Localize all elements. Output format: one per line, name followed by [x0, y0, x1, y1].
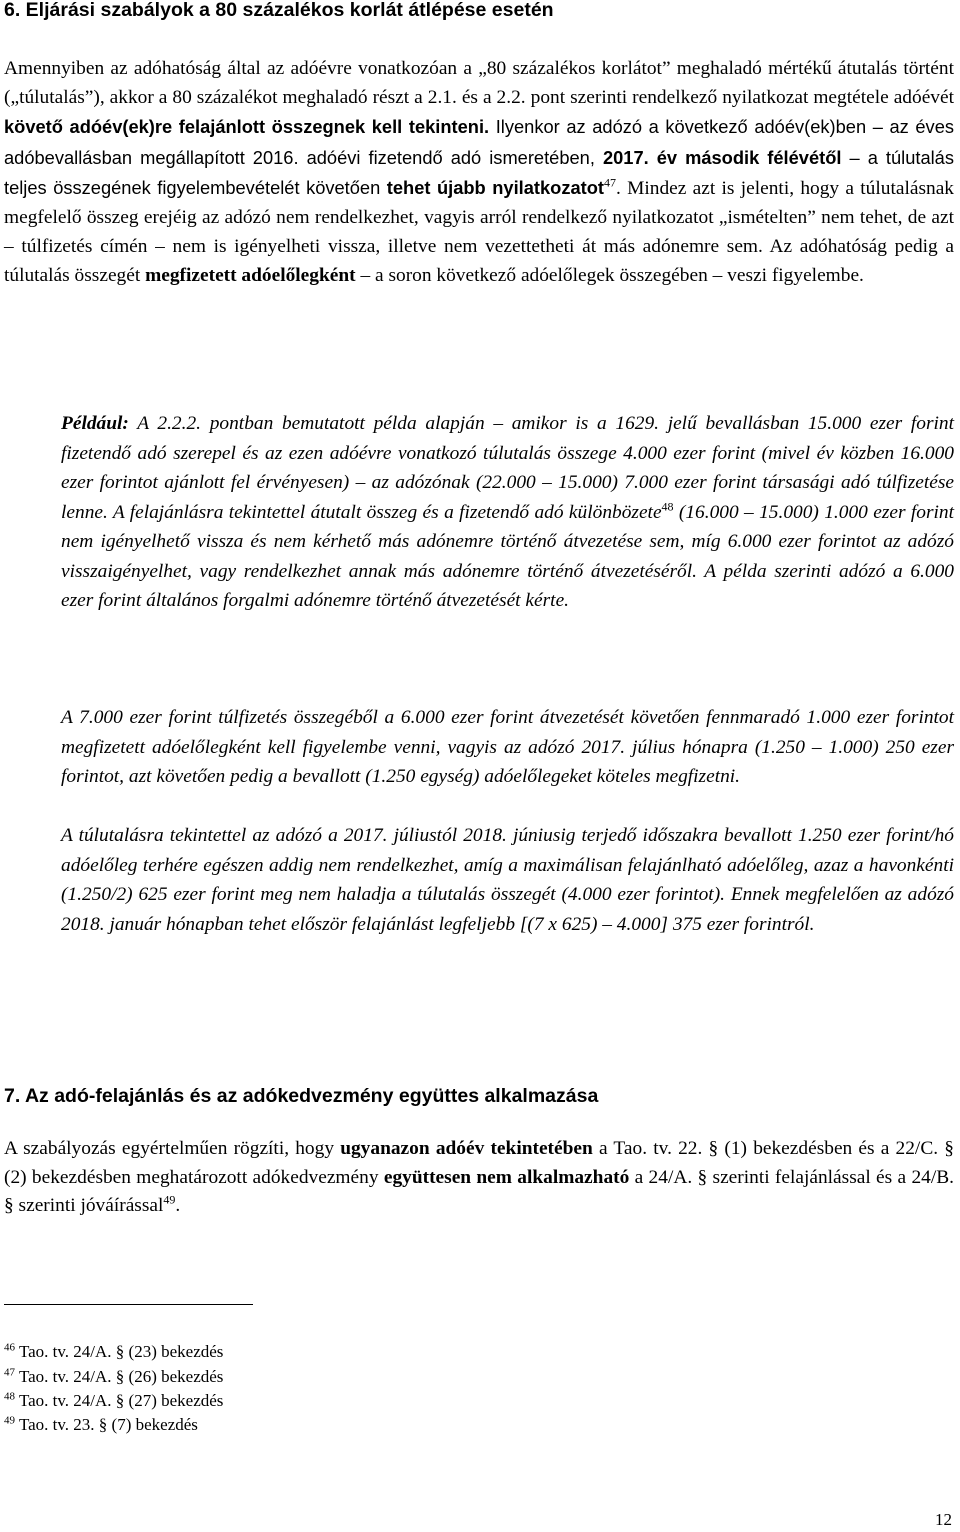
footnote: [4, 1414, 198, 1436]
footnote-ref: 49: [163, 1192, 176, 1207]
text: Amennyiben az adóhatóság által az adóévre vonatkozóan a „80 százalékos korlátot” meghaladó mértékű átutalás történt („túlutalás”), akkor a 80 százalékot meghaladó részt a 2.1. és a 2.2. pont szerinti rendelkező nyilatkozat megtétele adóévét: [4, 58, 954, 109]
text: . Mindez azt is jelenti, hogy a túlutalásnak megfelelő összeg erejéig az adózó nem rendelkezhet, vagyis arról rendelkező nyilatkozatot „ismételten” nem tehet, de azt – túlfizetés címén – nem is igényelheti vissza, illetve nem vezettetheti át más adónemre sem. Az adóhatóság pedig a túlutalás összegét: [4, 177, 954, 287]
example-label: Például:: [61, 413, 129, 434]
paragraph: [4, 1135, 954, 1221]
bold-text: ugyanazon adóév tekintetében: [340, 1138, 593, 1159]
text: A 7.000 ezer forint túlfizetés összegéből a 6.000 ezer forint átvezetését követően fennmaradó 1.000 ezer forintot megfizetett adóelőlegként kell figyelembe venni, vagyis az adózó 2017. július hónapra (1.250 – 1.000) 250 ezer forintot, azt követően pedig a bevallott (1.250 egység) adóelőlegeket köteles megfizetni.: [61, 707, 954, 787]
example-paragraph: [61, 821, 954, 939]
text: A szabályozás egyértelműen rögzíti, hogy: [4, 1138, 341, 1159]
text: a 24/A. § szerinti felajánlással és a 24/B. § szerinti jóváírással: [4, 1166, 955, 1216]
bold-text: követő adóév(ek)re felajánlott összegnek kell tekinteni.: [4, 116, 490, 138]
text: Ilyenkor az adózó a következő adóév(ek)ben – az éves adóbevallásban megállapított 2016. adóévi fizetendő adó ismeretében,: [4, 116, 955, 168]
bold-text: tehet újabb nyilatkozatot: [386, 176, 604, 198]
section-heading: 6. Eljárási szabályok a 80 százalékos korlát átlépése esetén: [4, 0, 554, 21]
footnote-number: 48: [4, 1390, 15, 1403]
bold-text: megfizetett adóelőlegként: [145, 265, 356, 287]
text: A túlutalásra tekintettel az adózó a 2017. júliustól 2018. júniusig terjedő időszakra bevallott 1.250 ezer forint/hó adóelőleg terhére egészen addig nem rendelkezhet, amíg a maximálisan felajánlható adóelőleg, azaz a havonkénti (1.250/2) 625 ezer forint meg nem haladja a túlutalás összegét (4.000 ezer forintot). Ennek megfelelően az adózó 2018. január hónapban tehet először felajánlást legfeljebb [(7 x 625) – 4.000] 375 ezer forintról.: [61, 825, 954, 935]
text: – a túlutalás teljes összegének figyelembevételét követően: [4, 146, 954, 198]
bold-text: együttesen nem alkalmazható: [383, 1166, 630, 1188]
paragraph: [4, 54, 954, 291]
footnote-text: Tao. tv. 24/A. § (27) bekezdés: [15, 1391, 224, 1410]
section-heading: 7. Az adó-felajánlás és az adókedvezmény együttes alkalmazása: [4, 1085, 599, 1107]
footnote: [4, 1341, 223, 1363]
text: A 2.2.2. pontban bemutatott példa alapján – amikor is a 1629. jelű bevallásban 15.000 ezer forint fizetendő adó szerepel és az ezen adóévre vonatkozó túlutalás összege 4.000 ezer forint (mivel év közben 16.000 ezer forintot ajánlott fel érvényesen) – az adózónak (22.000 – 15.000) 7.000 ezer forint társasági adó túlfizetése lenne. A felajánlásra tekintettel átutalt összeg és a fizetendő adó különbözete: [61, 413, 954, 523]
footnote-text: Tao. tv. 23. § (7) bekezdés: [15, 1415, 198, 1434]
footnote-separator: [4, 1304, 253, 1305]
text: .: [175, 1195, 181, 1216]
example-paragraph: [61, 703, 954, 792]
text: – a soron következő adóelőlegek összegében – veszi figyelembe.: [355, 265, 864, 287]
footnote: [4, 1390, 223, 1412]
footnote-text: Tao. tv. 24/A. § (23) bekezdés: [15, 1342, 224, 1361]
footnote-text: Tao. tv. 24/A. § (26) bekezdés: [15, 1367, 224, 1386]
footnote-ref: 48: [661, 499, 674, 514]
footnote-ref: 47: [603, 175, 616, 190]
footnote-number: 47: [4, 1366, 15, 1379]
bold-text: 2017. év második félévétől: [602, 146, 842, 168]
example-paragraph: [61, 409, 954, 616]
footnote-number: 49: [4, 1414, 15, 1427]
text: (16.000 – 15.000) 1.000 ezer forint nem igényelhető vissza és nem kérhető más adónemre történő átvezetése sem, míg 6.000 ezer forintot az adózó visszaigényelhet, vagy rendelkezhet annak más adónemre történő átvezetéséről. A példa szerinti adózó a 6.000 ezer forint általános forgalmi adónemre történő átvezetését kérte.: [61, 501, 954, 611]
footnote-number: 46: [4, 1341, 15, 1354]
page-number: 12: [935, 1510, 952, 1529]
text: a Tao. tv. 22. § (1) bekezdésben és a 22/C. § (2) bekezdésben meghatározott adókedvezmény: [4, 1138, 954, 1188]
footnote: [4, 1366, 223, 1388]
